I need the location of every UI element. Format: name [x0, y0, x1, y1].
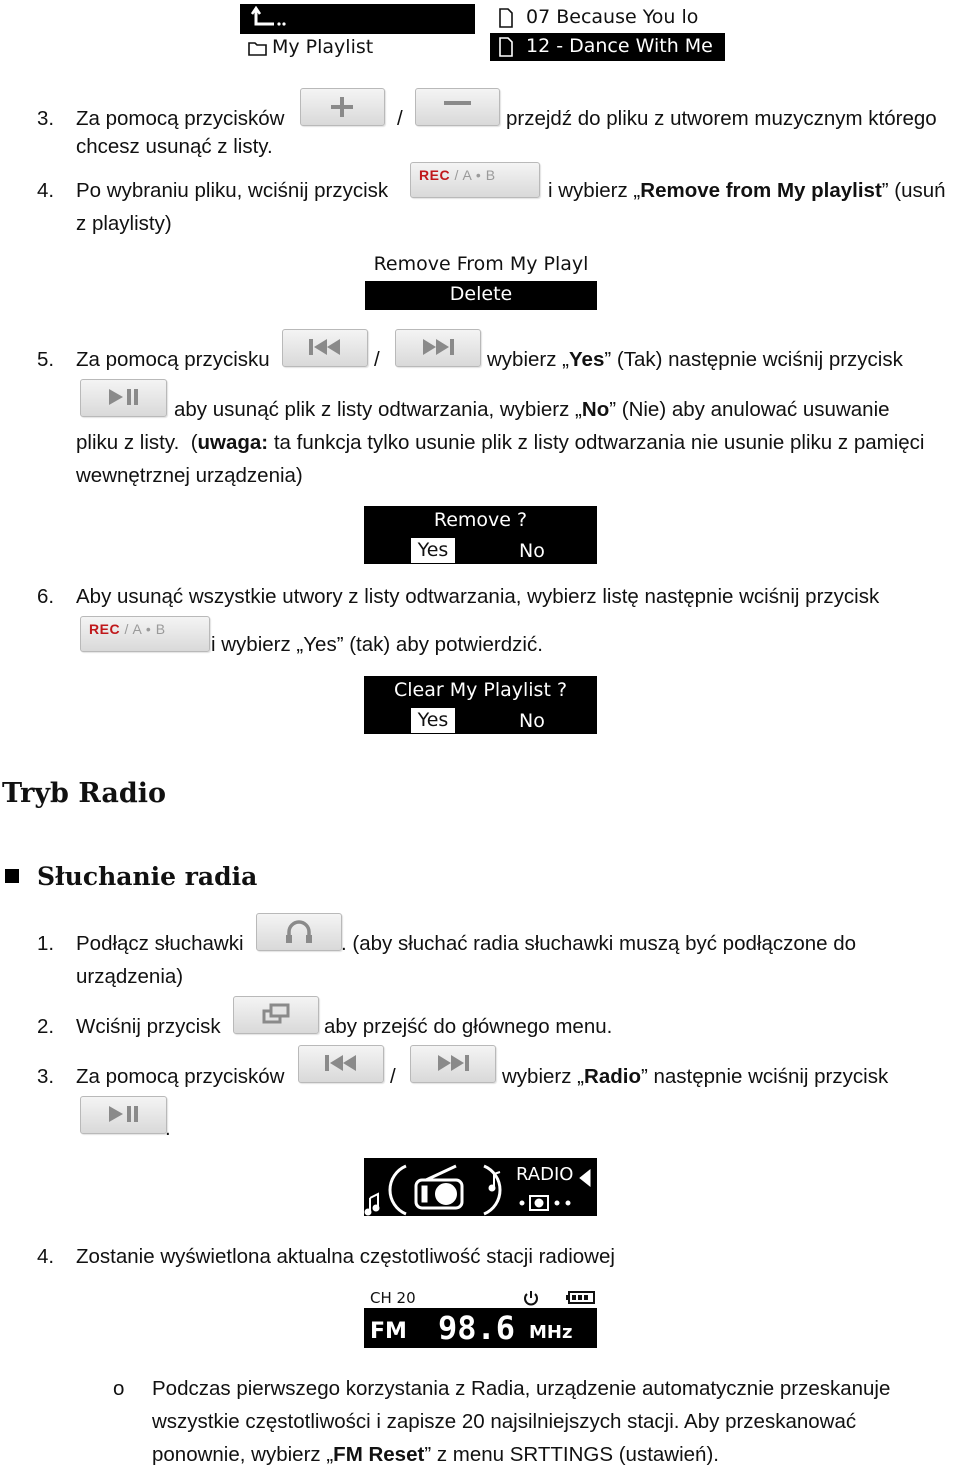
next-icon	[396, 330, 480, 366]
minus-icon	[416, 89, 499, 125]
track-12-label: 12 - Dance With Me	[526, 35, 713, 57]
step5-text-b: wybierz „Yes” (Tak) następnie wciśnij przycisk	[487, 348, 903, 371]
fm-unit: MHz	[529, 1322, 573, 1343]
delete-option-label: Delete	[449, 283, 513, 305]
radio3-slash: /	[390, 1065, 396, 1088]
no-option: No	[519, 710, 545, 732]
step3-text-c: chcesz usunąć z listy.	[76, 135, 273, 158]
bullet-square	[5, 869, 19, 883]
previous-icon	[283, 330, 367, 366]
next-button[interactable]	[395, 329, 481, 367]
step3-text-b: przejdź do pliku z utworem muzycznym którego	[506, 107, 937, 130]
file-icon	[498, 8, 514, 28]
radio2-text-a: Wciśnij przycisk	[76, 1015, 221, 1038]
section-title: Tryb Radio	[2, 778, 167, 809]
fm-frequency: 98.6	[438, 1309, 516, 1347]
yes-option: Yes	[411, 708, 455, 733]
yes-option: Yes	[411, 538, 455, 563]
clear-playlist-screen	[364, 676, 597, 734]
remove-option-label: Remove From My Playl	[373, 253, 589, 275]
step5-text-a: Za pomocą przycisku	[76, 348, 270, 371]
radio4-text: Zostanie wyświetlona aktualna częstotliwość stacji radiowej	[76, 1245, 615, 1268]
delete-option-row	[365, 281, 597, 310]
play-pause-icon	[81, 1097, 166, 1133]
next-button[interactable]	[410, 1045, 496, 1083]
rec-ab-button[interactable]: REC / A • B	[80, 616, 210, 652]
plus-button[interactable]	[300, 88, 385, 126]
step-number: 5.	[37, 348, 55, 371]
subsection-title: Słuchanie radia	[37, 862, 258, 891]
previous-icon	[299, 1046, 383, 1082]
no-option: No	[519, 540, 545, 562]
remove-from-playlist-screen	[365, 252, 597, 280]
radio2-text-b: aby przejść do głównego menu.	[324, 1015, 613, 1038]
minus-button[interactable]	[415, 88, 500, 126]
step4-text-a: Po wybraniu pliku, wciśnij przycisk	[76, 179, 389, 202]
playlist-screen-left-row	[240, 35, 475, 61]
track-07-label: 07 Because You lo	[526, 6, 699, 28]
radio-menu-screen	[364, 1158, 597, 1216]
step4-text-b: i wybierz „Remove from My playlist” (usuń	[548, 179, 946, 202]
remove-confirm-title: Remove ?	[433, 509, 528, 531]
bullet-marker: o	[113, 1377, 125, 1400]
step6-text-b: i wybierz „Yes” (tak) aby potwierdzić.	[211, 633, 543, 656]
step-number: 3.	[37, 1065, 55, 1088]
playlist-screen-right-row2	[490, 33, 725, 61]
radio1-text-a: Podłącz słuchawki	[76, 932, 244, 955]
fm-screen-bottom	[364, 1308, 597, 1348]
play-pause-button[interactable]	[80, 379, 167, 417]
step3-slash: /	[397, 107, 403, 130]
rec-ab-button[interactable]: REC / A • B	[410, 162, 540, 198]
play-pause-button[interactable]	[80, 1096, 167, 1134]
step5-text-g: wewnętrznej urządzenia)	[76, 464, 303, 487]
step-number: 4.	[37, 1245, 55, 1268]
clear-playlist-title: Clear My Playlist ?	[393, 679, 568, 701]
file-icon	[498, 37, 514, 57]
step5-text-f: pliku z listy. (uwaga: ta funkcja tylko usunie plik z listy odtwarzania nie usunie pliku z pamięci	[76, 431, 925, 454]
bullet-text-c: ponownie, wybierz „FM Reset” z menu SRTTINGS (ustawień).	[152, 1443, 719, 1466]
step-number: 2.	[37, 1015, 55, 1038]
headphones-icon	[257, 914, 341, 950]
fm-screen-top	[364, 1288, 597, 1308]
radio-label: RADIO	[516, 1164, 574, 1185]
menu-button[interactable]	[233, 996, 319, 1034]
bullet-text-b: wszystkie częstotliwości i zapisze 20 najsilniejszych stacji. Aby przeskanować	[152, 1410, 857, 1433]
remove-confirm-screen	[364, 506, 597, 564]
step-number: 1.	[37, 932, 55, 955]
playlist-screen-right-row1	[490, 4, 725, 32]
power-icon	[522, 1289, 540, 1307]
plus-icon	[301, 89, 384, 125]
fm-channel: CH 20	[370, 1289, 416, 1307]
battery-icon	[566, 1290, 596, 1306]
headphones-button[interactable]	[256, 913, 342, 951]
step5-slash: /	[374, 348, 380, 371]
playlist-screen-left	[240, 4, 475, 34]
radio1-text-b: . (aby słuchać radia słuchawki muszą być podłączone do	[341, 932, 857, 955]
menu-icon	[234, 997, 318, 1033]
my-playlist-label: My Playlist	[272, 36, 374, 58]
previous-button[interactable]	[282, 329, 368, 367]
step5-text-d: aby usunąć plik z listy odtwarzania, wybierz „No” (Nie) aby anulować usuwanie	[174, 398, 890, 421]
radio1-text-c: urządzenia)	[76, 965, 184, 988]
next-icon	[411, 1046, 495, 1082]
previous-button[interactable]	[298, 1045, 384, 1083]
radio3-dot: .	[165, 1117, 171, 1140]
back-arrow-icon	[250, 6, 290, 34]
play-pause-icon	[81, 380, 166, 416]
folder-icon	[248, 40, 268, 56]
step3-text-a: Za pomocą przycisków	[76, 107, 285, 130]
step6-text-a: Aby usunąć wszystkie utwory z listy odtwarzania, wybierz listę następnie wciśnij przycisk	[76, 585, 880, 608]
step-number: 3.	[37, 107, 55, 130]
step-number: 6.	[37, 585, 55, 608]
radio3-text-a: Za pomocą przycisków	[76, 1065, 285, 1088]
bullet-text-a: Podczas pierwszego korzystania z Radia, urządzenie automatycznie przeskanuje	[152, 1377, 891, 1400]
step4-text-d: z playlisty)	[76, 212, 172, 235]
fm-band: FM	[370, 1319, 407, 1344]
step-number: 4.	[37, 179, 55, 202]
radio3-text-b: wybierz „Radio” następnie wciśnij przycisk	[502, 1065, 889, 1088]
